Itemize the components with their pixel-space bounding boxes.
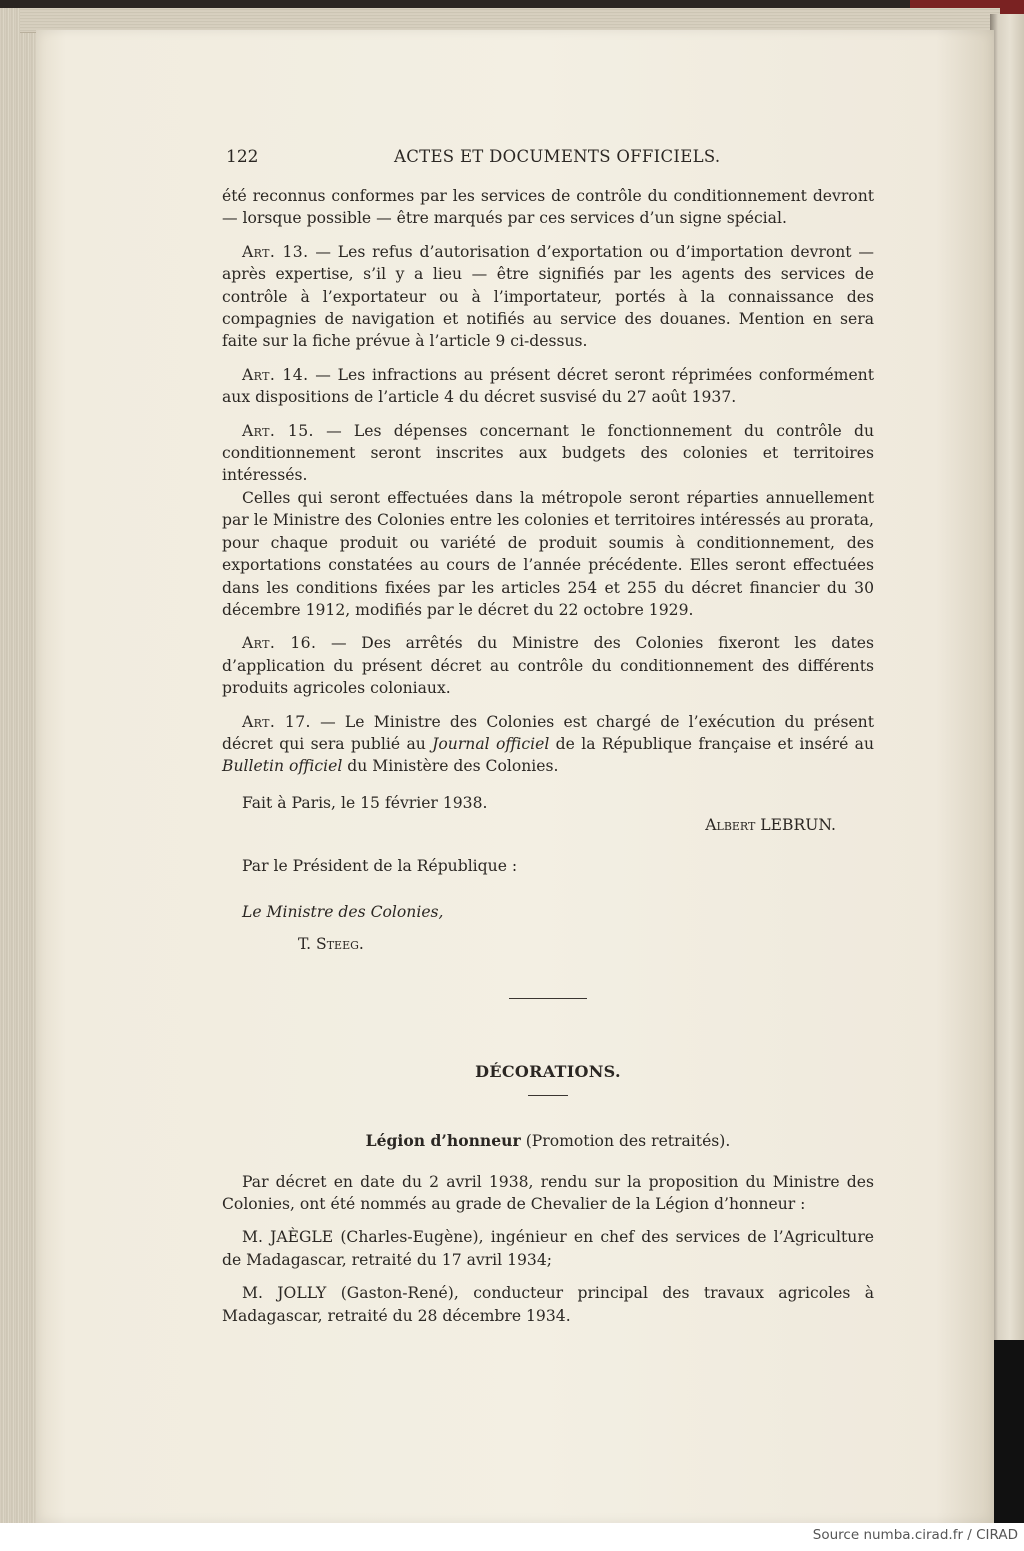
decoration-entry: M. JOLLY (Gaston-René), conducteur principal des travaux agricoles à Madagascar, retraité du 28 décembre 1934. <box>222 1284 874 1325</box>
journal-officiel: Journal officiel <box>432 734 550 753</box>
article-text: de la République française et inséré au <box>549 734 874 753</box>
next-page-edge <box>990 14 1024 1523</box>
article-16 <box>222 632 874 699</box>
page-title: ACTES ET DOCUMENTS OFFICIELS. <box>394 147 721 166</box>
decree-intro: Par décret en date du 2 avril 1938, rendu sur la proposition du Ministre des Colonies, ont été nommés au grade de Chevalier de la Légion d’honneur : <box>222 1172 874 1213</box>
legion-heading-bold: Légion d’honneur <box>365 1131 521 1151</box>
page-content <box>222 143 874 1327</box>
legion-heading-rest: (Promotion des retraités). <box>520 1132 731 1151</box>
article-label: Art. 17. <box>242 712 311 731</box>
running-head <box>222 143 874 171</box>
place-date: Fait à Paris, le 15 février 1938. <box>242 793 488 812</box>
article-label: Art. 13. <box>242 242 309 261</box>
section-divider <box>509 998 587 999</box>
article-text: — Les infractions au présent décret seront réprimées conformément aux dispositions de l’article 4 du décret susvisé du 27 août 1937. <box>222 365 874 407</box>
page-number: 122 <box>226 147 259 167</box>
bulletin-officiel: Bulletin officiel <box>222 757 343 776</box>
article-label: Art. 16. <box>242 634 317 653</box>
title-underline <box>528 1095 568 1096</box>
article-label: Art. 14. <box>242 365 309 384</box>
article-13 <box>222 241 874 353</box>
par-le-president: Par le Président de la République : <box>242 856 518 875</box>
paragraph-continuation: été reconnus conformes par les services de contrôle du conditionnement devront — lorsque possible — être marqués par ces services d’un signe spécial. <box>222 187 874 228</box>
article-14 <box>222 364 874 409</box>
article-text: — Le Ministre des Colonies est chargé de l’exécution du présent décret qui sera publié au <box>222 712 874 753</box>
legion-heading <box>222 1130 874 1152</box>
president-signature: Albert LEBRUN. <box>705 816 836 835</box>
article-17 <box>222 711 874 778</box>
article-15-continued: Celles qui seront effectuées dans la métropole seront réparties annuellement par le Ministre des Colonies entre les colonies et territoires intéressés au prorata, pour chaque produit ou variété de produit soumis à conditionnement, des exportations constatées au cours de l’année précédente. Elles seront effectuées dans les conditions fixées par les articles 254 et 255 du décret financier du 30 décembre 1912, modifiés par le décret du 22 octobre 1929. <box>222 488 874 619</box>
article-text: du Ministère des Colonies. <box>342 757 559 776</box>
footer <box>0 1523 1024 1551</box>
minister-name: T. Steeg. <box>298 935 364 954</box>
source-credit: Source numba.cirad.fr / CIRAD <box>812 1527 1018 1543</box>
article-label: Art. 15. <box>242 421 314 440</box>
minister-title: Le Ministre des Colonies, <box>242 902 444 921</box>
article-text: — Des arrêtés du Ministre des Colonies fixeront les dates d’application du présent décret au contrôle du conditionnement des différents produits agricoles coloniaux. <box>222 634 874 698</box>
article-15 <box>222 420 874 487</box>
decorations-title: DÉCORATIONS. <box>475 1061 621 1081</box>
article-text: — Les dépenses concernant le fonctionnement du contrôle du conditionnement seront inscrites aux budgets des colonies et territoires intéressés. <box>222 421 874 485</box>
decoration-entry: M. JAÈGLE (Charles-Eugène), ingénieur en chef des services de l’Agriculture de Madagascar, retraité du 17 avril 1934; <box>222 1228 874 1269</box>
article-text: — Les refus d’autorisation d’exportation ou d’importation devront — après expertise, s’il y a lieu — être signifiés par les agents des services de contrôle à l’exportateur ou à l’importateur, portés à la connaissance des compagnies de navigation et notifiés au service des douanes. Mention en sera faite sur la fiche prévue à l’article 9 ci-dessus. <box>222 242 874 351</box>
